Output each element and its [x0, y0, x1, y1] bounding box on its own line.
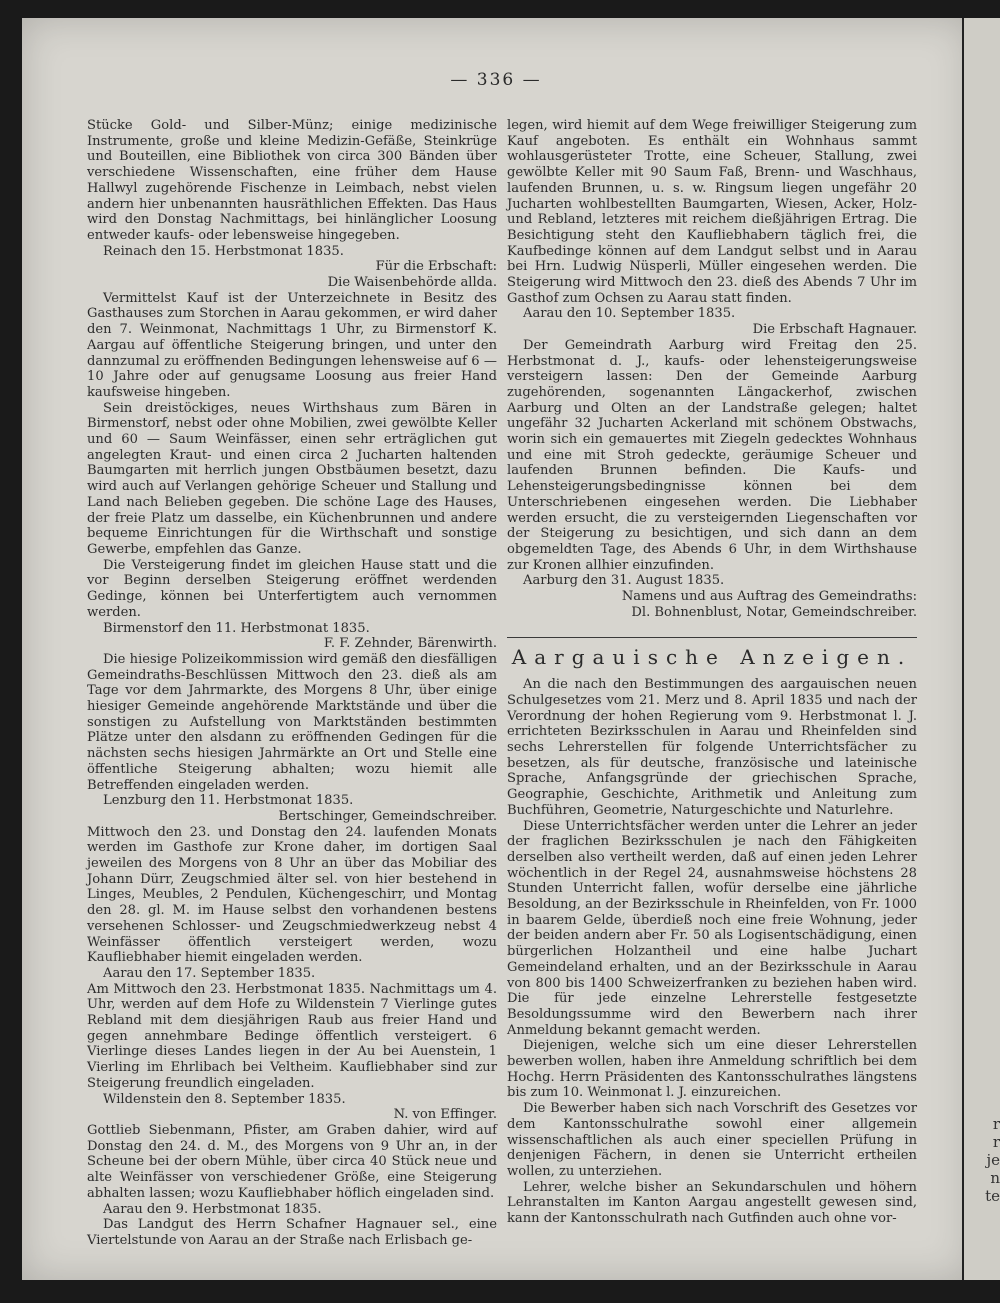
notice-lenzburg-text: Die hiesige Polizeikommission wird gemäß den diesfälligen Gemeindraths-Beschlüssen Mittwoch den 23. dieß als am Tage vor dem Jahrmarkte, des Morgens 8 Uhr, über einige hiesiger Gemeinde angehörende Marktstände und über die sonstigen zu Aufstellung von Marktständen bestimmten Plätze unter den alsdann zu eröffnenden Gedingen für die nächsten sechs hiesigen Jahrmärkte an Ort und Stelle eine öffentliche Steigerung abhalten; wozu hiemit alle Betreffenden eingeladen werden. [87, 651, 497, 793]
notice-reinach-text: Stücke Gold- und Silber-Münz; einige medizinische Instrumente, große und kleine Medizin-Gefäße, Steinkrüge und Bouteillen, eine Bibliothek von circa 300 Bänden über verschiedene Wissenschaften, eine früher dem Hause Hallwyl zugehörende Fischenze in Leimbach, nebst vielen andern hier unbenannten hausräthlichen Effekten. Das Haus wird den Donstag Nachmittags, bei hinlänglicher Loosung entweder kaufs- oder lebensweise hingegeben. [87, 118, 497, 243]
page-number: — 336 — [450, 70, 542, 90]
notice-siebenmann-date: Aarau den 9. Herbstmonat 1835. [103, 1201, 322, 1217]
section-divider [507, 637, 917, 638]
notice-birmenstorf-signature: F. F. Zehnder, Bärenwirth. [323, 636, 497, 652]
notice-aarau-auction-date: Aarau den 17. September 1835. [103, 965, 316, 981]
notice-aarau-auction-text: Mittwoch den 23. und Donstag den 24. laufenden Monats werden im Gasthofe zur Krone daher, im dortigen Saal jeweilen des Morgens von 8 Uhr an über das Mobiliar des Johann Dürr, Zeugschmied älter sel. von hier bestehend in Linges, Meubles, 2 Pendulen, Küchengeschirr, und Montag den 28. gl. M. im Hause selbst den vorhandenen bestens versehenen Schlosser- und Zeugschmiedwerkzeug nebst 4 Weinfässer öffentlich versteigert werden, wozu Kaufliebhaber hiemit eingeladen werden. [87, 824, 497, 966]
next-page-fragment: te [985, 1187, 1000, 1205]
notice-lenzburg-date: Lenzburg den 11. Herbstmonat 1835. [103, 793, 354, 809]
school-notice-application: Diejenigen, welche sich um eine dieser Lehrerstellen bewerben wollen, haben ihre Anmeldung schriftlich bei dem Hochg. Herrn Präsidenten des Kantonsschulrathes längstens bis zum 10. Weinmonat l. J. einzureichen. [507, 1038, 917, 1101]
notice-lenzburg-signature: Bertschinger, Gemeindschreiber. [278, 808, 497, 824]
school-notice-subjects: Diese Unterrichtsfächer werden unter die Lehrer an jeder der fraglichen Bezirksschulen je nach den Fähigkeiten derselben also vertheilt werden, daß auf einen jeden Lehrer wöchentlich in der Regel 24, ausnahmsweise höchstens 28 Stunden Unterricht fallen, wofür derselbe eine jährliche Besoldung, an der Bezirksschule in Rheinfelden, von Fr. 1000 in baarem Gelde, überdieß noch eine freie Wohnung, jeder der beiden andern aber Fr. 50 als Logisentschädigung, einen bürgerlichen Holzantheil und eine halbe Juchart Gemeindeland erhalten, und an der Bezirksschule in Aarau von 800 bis 1400 Schweizerfranken zu beziehen haben wird. Die für jede einzelne Lehrerstelle festgesetzte Besoldungssumme wird den Bewerbern nach ihrer Anmeldung bekannt gemacht werden. [507, 818, 917, 1038]
notice-hagnauer-text-start: Das Landgut des Herrn Schafner Hagnauer sel., eine Viertelstunde von Aarau an der Straße nach Erlisbach ge- [87, 1217, 497, 1248]
next-page-edge [962, 18, 1000, 1280]
notice-birmenstorf-date: Birmenstorf den 11. Herbstmonat 1835. [103, 620, 370, 636]
notice-aarburg-text: Der Gemeindrath Aarburg wird Freitag den 25. Herbstmonat d. J., kaufs- oder lehensteigerungsweise versteigern lassen: Den der Gemeinde Aarburg zugehörenden, sogenannten Längackerhof, zwischen Aarburg und Olten an der Landstraße gelegen; haltet ungefähr 32 Jucharten Ackerland mit schönem Obstwachs, worin sich ein gemauertes mit Ziegeln gedecktes Wohnhaus und eine mit Stroh gedeckte, geräumige Scheuer und laufenden Brunnen befinden. Die Kaufs- und Lehensteigerungsbedingnisse können bei dem Unterschriebenen eingesehen werden. Die Liebhaber werden ersucht, die zu versteigernden Liegenschaften vor der Steigerung zu besichtigen, und sich dann an dem obgemeldten Tage, des Abends 6 Uhr, in dem Wirthshause zur Kronen allhier einzufinden. [507, 337, 917, 573]
notice-hagnauer-date: Aarau den 10. September 1835. [523, 306, 736, 322]
newspaper-page [22, 18, 970, 1280]
next-page-fragment: r [992, 1133, 1000, 1151]
next-page-fragment: n [990, 1169, 1000, 1187]
notice-aarburg-date: Aarburg den 31. August 1835. [523, 573, 725, 589]
notice-reinach-signature-2: Die Waisenbehörde allda. [327, 275, 497, 291]
right-column [507, 118, 917, 1227]
notice-birmenstorf-text: Vermittelst Kauf ist der Unterzeichnete in Besitz des Gasthauses zum Storchen in Aarau gekommen, er wird daher den 7. Weinmonat, Nachmittags 1 Uhr, zu Birmenstorf K. Aargau auf öffentliche Steigerung bringen, und unter den dannzumal zu eröffnenden Bedingungen lehensweise auf 6 — 10 Jahre oder auf genugsame Loosung aus freier Hand kaufsweise hingeben. [87, 290, 497, 400]
notice-reinach-date: Reinach den 15. Herbstmonat 1835. [103, 243, 344, 259]
notice-wildenstein-date: Wildenstein den 8. September 1835. [103, 1091, 346, 1107]
school-notice-exam: Die Bewerber haben sich nach Vorschrift des Gesetzes vor dem Kantonsschulrathe sowohl einer allgemein wissenschaftlichen als auch einer speciellen Prüfung in denjenigen Fächern, in denen sie Unterricht ertheilen wollen, zu unterziehen. [507, 1101, 917, 1179]
notice-hagnauer-text-cont: legen, wird hiemit auf dem Wege freiwilliger Steigerung zum Kauf angeboten. Es enthält ein Wohnhaus sammt wohlausgerüsteter Trotte, eine Scheuer, Stallung, zwei gewölbte Keller mit 90 Saum Faß, Brenn- und Waschhaus, laufenden Brunnen, u. s. w. Ringsum liegen ungefähr 20 Jucharten wohlbestellten Baumgarten, Wiesen, Acker, Holz- und Rebland, letzteres mit reichem dießjährigen Ertrag. Die Besichtigung steht den Kaufliebhabern täglich frei, die Kaufbedinge können auf dem Landgut selbst und in Aarau bei Hrn. Ludwig Nüsperli, Müller eingesehen werden. Die Steigerung wird Mittwoch den 23. dieß des Abends 7 Uhr im Gasthof zum Ochsen zu Aarau statt finden. [507, 118, 917, 306]
notice-wildenstein-signature: N. von Effinger. [393, 1107, 497, 1123]
notice-aarburg-signature-2: Dl. Bohnenblust, Notar, Gemeindschreiber. [631, 604, 917, 620]
notice-siebenmann-text: Gottlieb Siebenmann, Pfister, am Graben dahier, wird auf Donstag den 24. d. M., des Morgens von 9 Uhr an, in der Scheune bei der obern Mühle, über circa 40 Stück neue und alte Weinfässer von verschiedener Größe, eine Steigerung abhalten lassen; wozu Kaufliebhaber höflich eingeladen sind. [87, 1123, 497, 1201]
notice-wildenstein-text: Am Mittwoch den 23. Herbstmonat 1835. Nachmittags um 4. Uhr, werden auf dem Hofe zu Wildenstein 7 Vierlinge gutes Rebland mit dem diesjährigen Raub aus freier Hand und gegen annehmbare Bedinge öffentlich versteigert. 6 Vierlinge dieses Landes liegen in der Au bei Auenstein, 1 Vierling im Ehrlibach bei Veltheim. Kaufliebhaber sind zur Steigerung freundlich eingeladen. [87, 981, 497, 1091]
section-title: Aargauische Anzeigen. [511, 644, 913, 669]
notice-aarburg-signature-1: Namens und aus Auftrag des Gemeindraths: [621, 589, 917, 605]
notice-reinach-signature-1: Für die Erbschaft: [375, 259, 497, 275]
notice-birmenstorf-description: Sein dreistöckiges, neues Wirthshaus zum Bären in Birmenstorf, nebst oder ohne Mobilien, zwei gewölbte Keller und 60 — Saum Weinfässer, einen sehr erträglichen gut angelegten Kraut- und einen circa 2 Jucharten haltenden Baumgarten mit herrlich jungen Obstbäumen besetzt, dazu wird auch auf Verlangen gehörige Scheuer und Stallung und Land nach Belieben gegeben. Die schöne Lage des Hauses, der freie Platz um dasselbe, ein Küchenbrunnen und andere bequeme Einrichtungen für die Wirthschaft und sonstige Gewerbe, empfehlen das Ganze. [87, 400, 497, 557]
left-column [87, 118, 497, 1249]
school-notice-intro: An die nach den Bestimmungen des aargauischen neuen Schulgesetzes vom 21. Merz und 8. April 1835 und nach der Verordnung der hohen Regierung vom 9. Herbstmonat l. J. errichteten Bezirksschulen in Aarau und Rheinfelden sind sechs Lehrerstellen für folgende Unterrichtsfächer zu besetzen, als für deutsche, französische und lateinische Sprache, Anfangsgründe der griechischen Sprache, Geographie, Geschichte, Arithmetik und Anleitung zum Buchführen, Geometrie, Naturgeschichte und Naturlehre. [507, 677, 917, 818]
notice-hagnauer-signature: Die Erbschaft Hagnauer. [752, 322, 917, 338]
notice-birmenstorf-conditions: Die Versteigerung findet im gleichen Hause statt und die vor Beginn derselben Steigerung eröffnet werdenden Gedinge, können bei Unterfertigtem auch vernommen werden. [87, 557, 497, 620]
school-notice-teachers: Lehrer, welche bisher an Sekundarschulen und höhern Lehranstalten im Kanton Aargau angestellt gewesen sind, kann der Kantonsschulrath nach Gutfinden auch ohne vor- [507, 1179, 917, 1227]
next-page-fragment: r [992, 1115, 1000, 1133]
next-page-fragment: je [986, 1151, 1000, 1169]
